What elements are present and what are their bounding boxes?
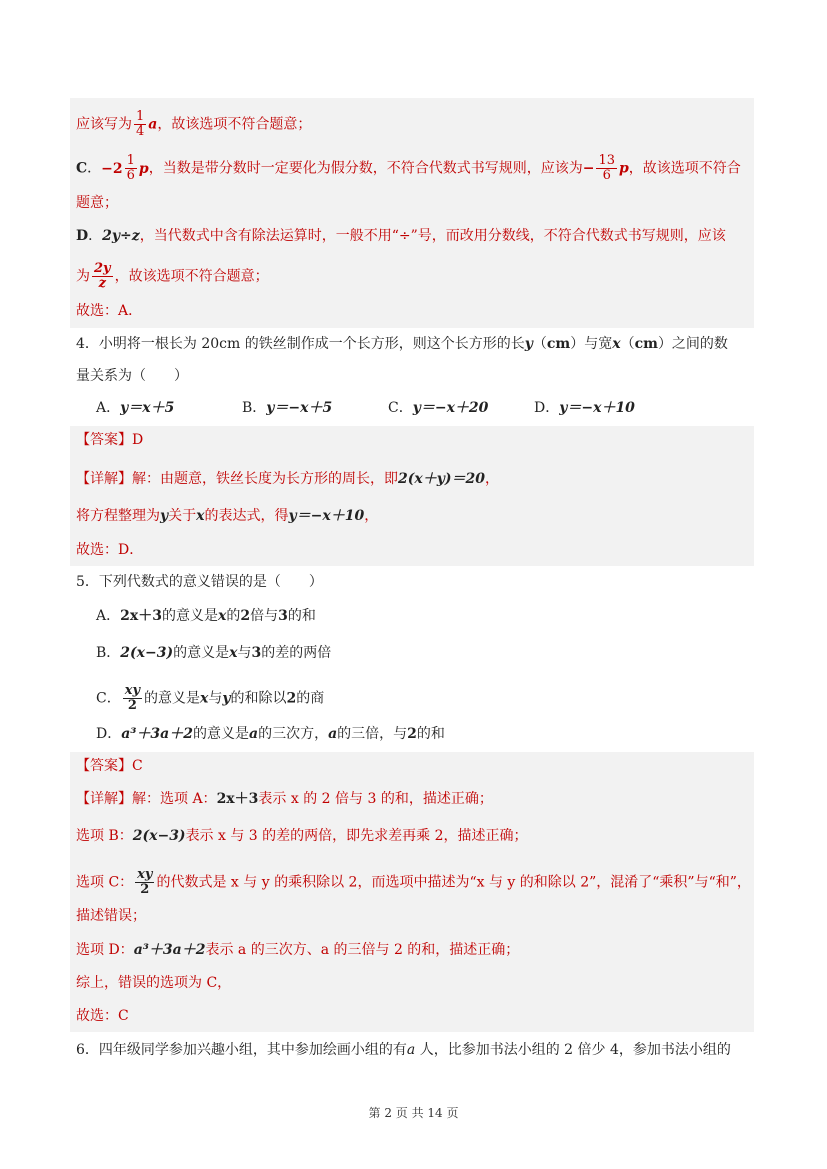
unit: cm — [546, 336, 571, 352]
text: 量关系为（ ） — [76, 368, 188, 384]
text: 人，比参加书法小组的 2 倍少 4，参加书法小组的 — [415, 1042, 731, 1058]
text: 为 — [76, 268, 90, 285]
text: 4．小明将一根长为 20cm 的铁丝制作成一个长方形，则这个长方形的长 — [76, 336, 525, 352]
q4-answer — [76, 430, 143, 450]
text: 6．四年级同学参加兴趣小组，其中参加绘画小组的有 — [76, 1042, 407, 1058]
numerator: 1 — [126, 153, 135, 168]
variable: x — [612, 336, 621, 352]
q6-stem — [76, 1040, 731, 1060]
math-expression: y＝−x＋10 — [288, 508, 365, 524]
q5-summary — [76, 973, 231, 993]
mixed-number — [101, 154, 149, 183]
text: 将方程整理为 — [76, 508, 160, 524]
text: 的表达式，得 — [204, 508, 289, 524]
text: ，故该选项不符合 — [628, 160, 741, 177]
denominator: z — [98, 276, 106, 291]
variable: p — [619, 160, 629, 177]
fraction — [92, 262, 113, 291]
q4-stem-line1 — [76, 334, 728, 354]
answer-value: C — [132, 758, 143, 774]
q4-option-d: D．y＝−x＋10 — [534, 400, 635, 416]
text: 应该写为 — [76, 116, 132, 133]
variable: x — [196, 508, 205, 524]
answer-value: D — [132, 432, 144, 448]
sign: − — [582, 160, 595, 177]
text: ， — [484, 471, 499, 487]
detail-tag: 【详解】 — [76, 791, 132, 807]
q4-option-a: A．y＝x＋5 — [96, 400, 175, 416]
integer-part: −2 — [101, 160, 123, 177]
text: 关于 — [168, 508, 197, 524]
q5-detail-3b — [76, 906, 146, 926]
text: 描述错误； — [76, 908, 146, 924]
variable: p — [138, 160, 149, 177]
q4-solution-block — [70, 426, 754, 566]
q5-answer — [76, 756, 143, 776]
q5-detail-4: 选项 D：a³＋3a＋2表示 a 的三次方、a 的三倍与 2 的和，描述正确； — [76, 942, 520, 958]
math-expression: 2y÷z — [102, 228, 140, 244]
q5-detail-1: 【详解】解：选项 A：2x＋3表示 x 的 2 倍与 3 的和，描述正确； — [76, 791, 493, 807]
text: ，当代数式中含有除法运算时，一般不用“÷”号，而改用分数线，不符合代数式书写规则，应该 — [139, 228, 726, 244]
page-footer: 第 2 页 共 14 页 — [368, 1106, 459, 1120]
q4-detail-line1 — [76, 469, 499, 489]
q5-option-b: B．2(x−3)的意义是x与3的差的两倍 — [96, 645, 332, 661]
q5-stem — [76, 572, 323, 592]
text: ，故该选项不符合题意； — [114, 268, 269, 285]
option-label: D — [76, 228, 89, 244]
q4-detail-line2 — [76, 506, 378, 526]
text: 5．下列代数式的意义错误的是（ ） — [76, 574, 323, 590]
numerator: 1 — [136, 109, 145, 124]
variable: y — [524, 336, 533, 352]
q4-option-b: B．y＝−x＋5 — [242, 400, 333, 416]
text: 故选：D． — [76, 542, 144, 558]
q5-option-a: A．2x＋3的意义是x的2倍与3的和 — [96, 608, 316, 624]
text: ）之间的数 — [657, 336, 728, 352]
numerator: 13 — [598, 153, 615, 168]
text: ，故该选项不符合题意； — [157, 116, 312, 133]
q3-line-d: D．2y÷z，当代数式中含有除法运算时，一般不用“÷”号，而改用分数线，不符合代数式书写规则，应该 — [76, 228, 726, 244]
q5-option-c: C． $\frac{xy}{2}$ 的意义是x与y的和除以2的商 — [96, 683, 325, 713]
text: 综上，错误的选项为 C， — [76, 975, 232, 991]
fraction — [134, 110, 146, 139]
detail-tag: 【详解】 — [76, 471, 132, 487]
variable: y — [160, 508, 169, 524]
q5-option-d: D．a³＋3a＋2的意义是a的三次方，a的三倍，与2的和 — [96, 726, 445, 742]
denominator: 6 — [602, 168, 611, 183]
text: ）与宽 — [570, 336, 613, 352]
q3-line-c2 — [76, 193, 118, 213]
q3-line-c: C． −2 $\frac{1}{6}$ p ，当数是带分数时一定要化为假分数，不符合代数式书写规则，应该为− $\frac{13}{6}$ p，故该选项不符合 — [76, 153, 741, 183]
q3-conclusion — [76, 301, 142, 321]
option-label: C — [76, 160, 88, 177]
q3-line-a — [76, 110, 311, 139]
numerator: 2y — [94, 261, 111, 276]
text: 故选：A． — [76, 303, 143, 319]
denominator: 6 — [126, 168, 135, 183]
text: 题意； — [76, 195, 118, 211]
q4-options — [96, 398, 635, 418]
q5-detail-3: 选项 C： $\frac{xy}{2}$ 的代数式是 x 与 y 的乘积除以 2，而选项中描述为“x 与 y 的和除以 2”，混淆了“乘积”与“和”， — [76, 867, 751, 897]
q4-stem-line2 — [76, 366, 188, 386]
text: （ — [532, 336, 547, 352]
text: 故选：C — [76, 1008, 129, 1024]
q5-conclusion — [76, 1006, 129, 1026]
denominator: 4 — [136, 124, 145, 139]
text: ， — [364, 508, 379, 524]
text: ，当数是带分数时一定要化为假分数，不符合代数式书写规则，应该为 — [148, 160, 583, 177]
answer-tag: 【答案】 — [76, 758, 132, 774]
variable: a — [148, 116, 158, 133]
q4-option-c: C．y＝−x＋20 — [388, 400, 489, 416]
text: 解：由题意，铁丝长度为长方形的周长，即 — [132, 471, 398, 487]
variable: a — [406, 1042, 416, 1058]
q3-line-d2 — [76, 262, 269, 291]
q5-detail-2: 选项 B：2(x−3)表示 x 与 3 的差的两倍，即先求差再乘 2，描述正确； — [76, 828, 528, 844]
unit: cm — [634, 336, 658, 352]
text: （ — [620, 336, 635, 352]
math-expression: 2(x＋y)＝20 — [398, 471, 485, 487]
answer-tag: 【答案】 — [76, 432, 132, 448]
q4-conclusion — [76, 540, 143, 560]
